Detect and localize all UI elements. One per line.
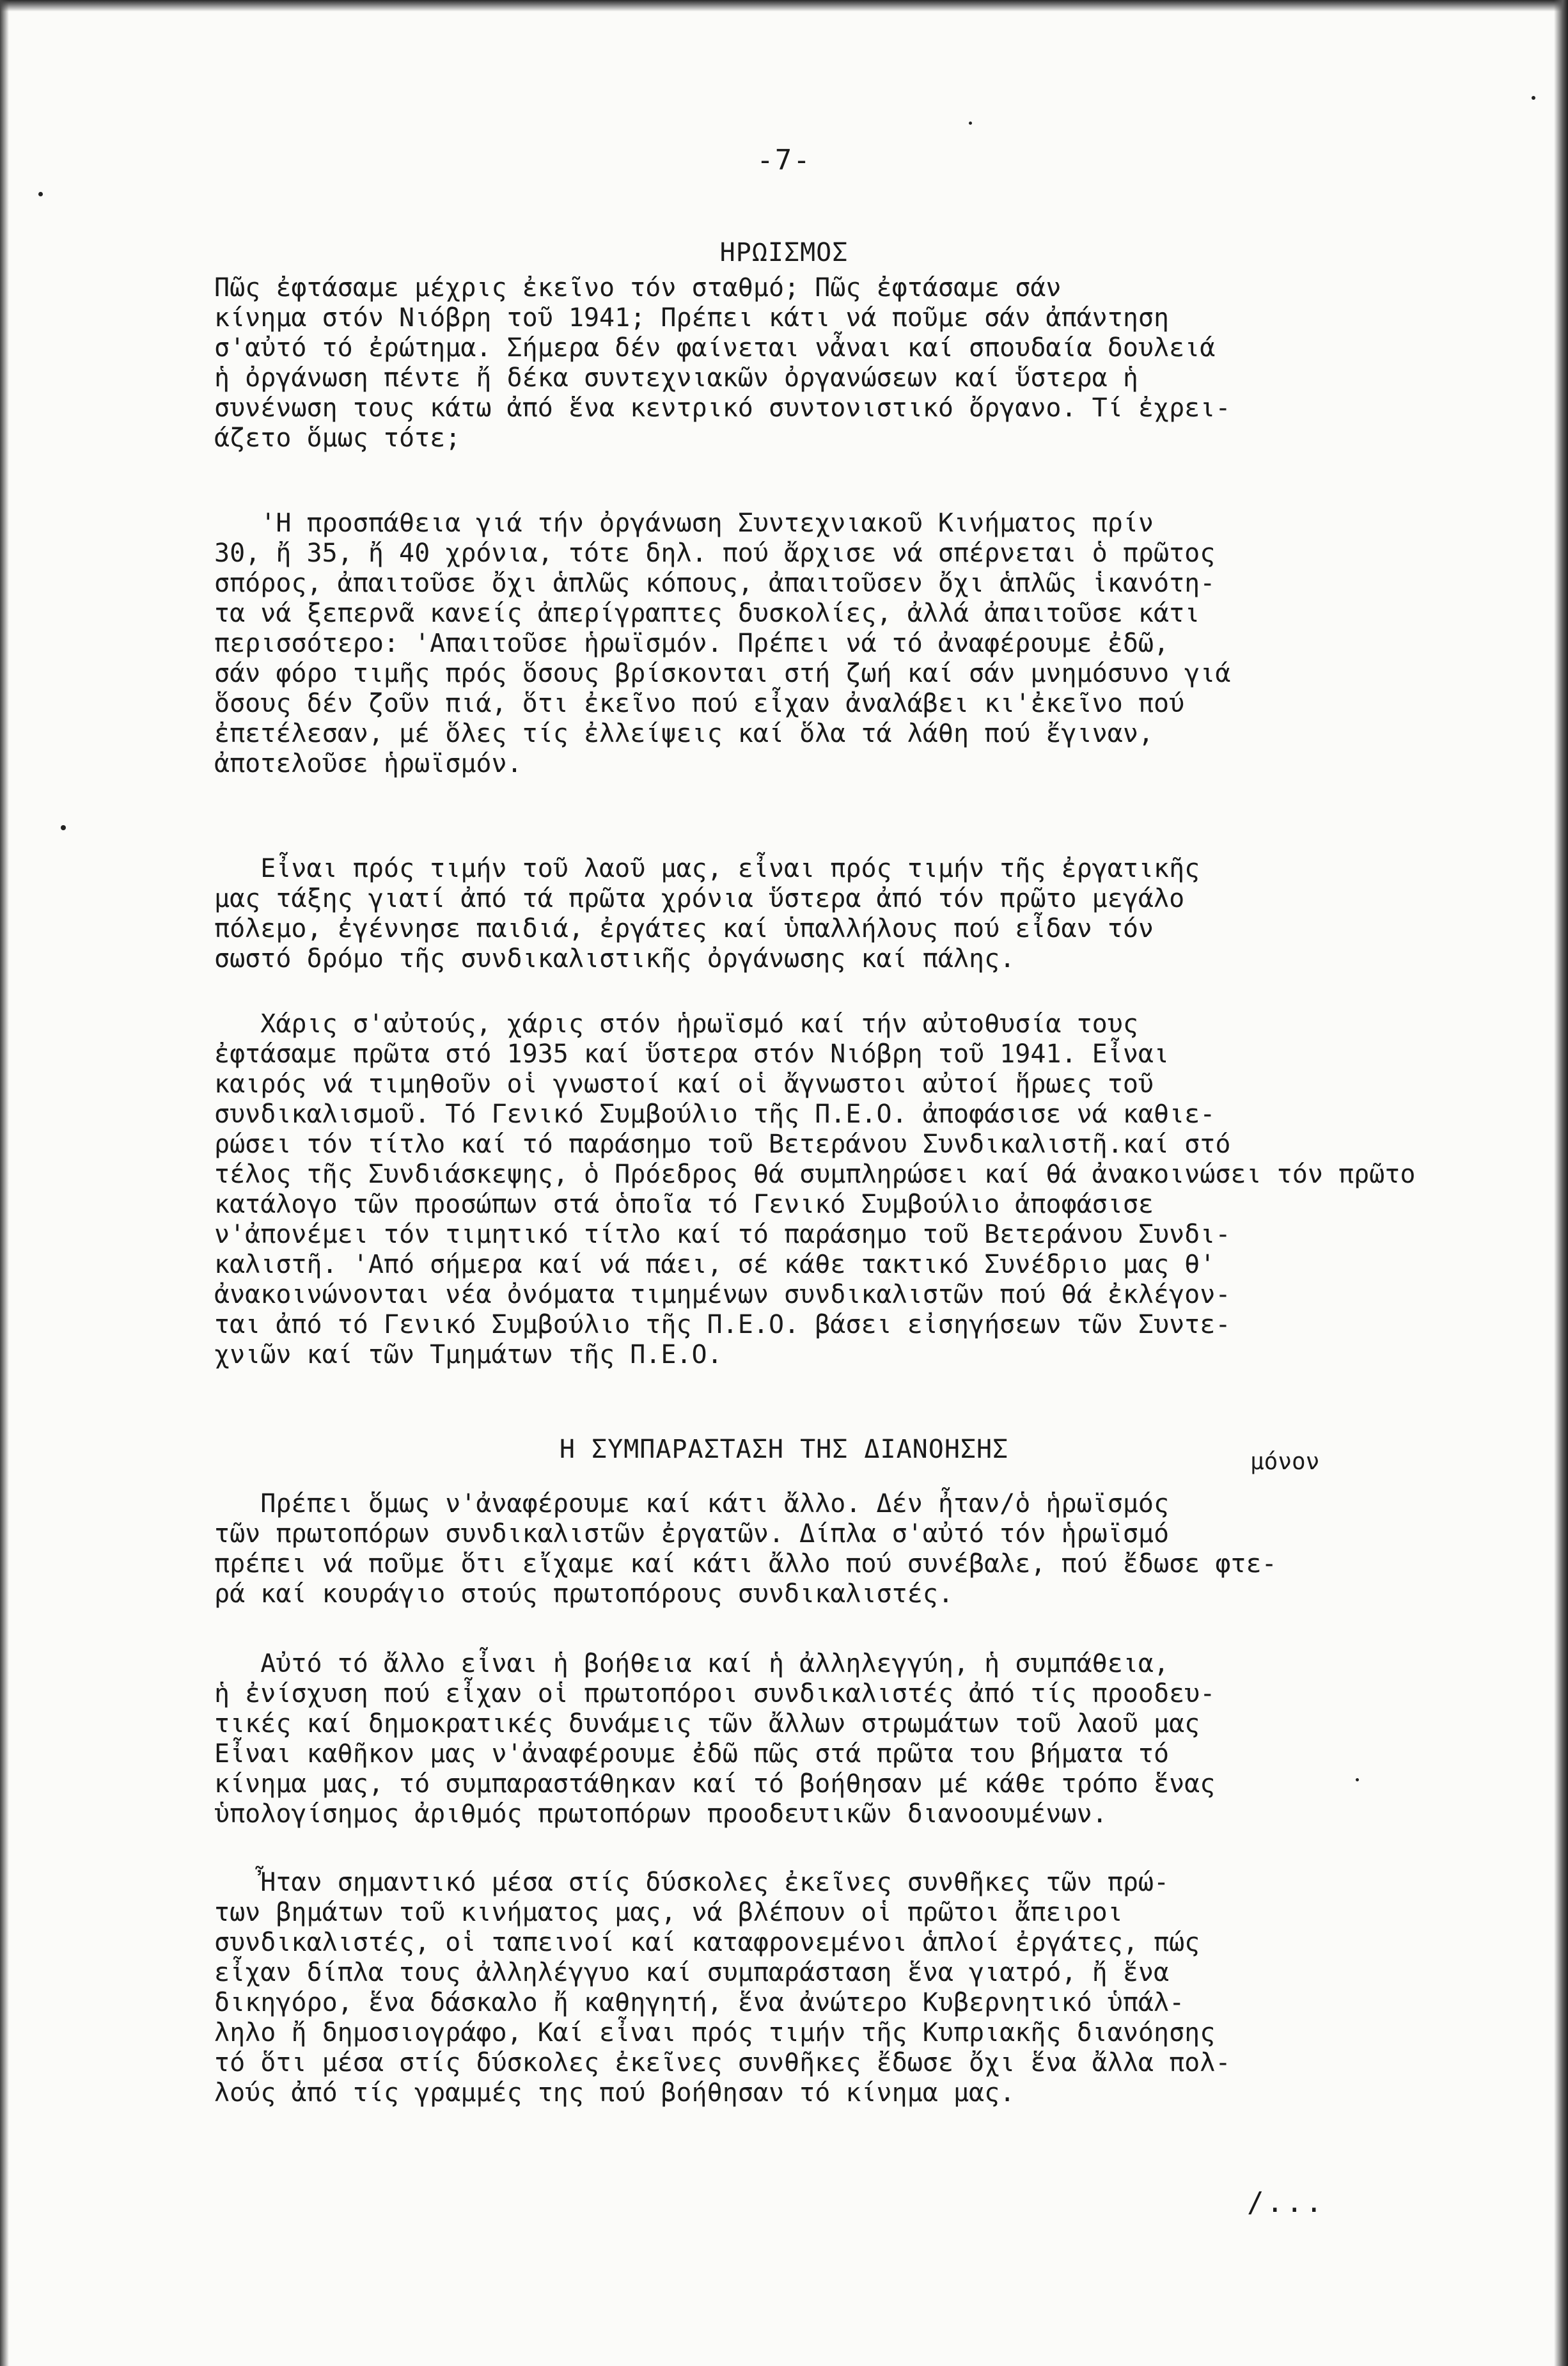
scan-edge-top (0, 0, 1568, 12)
scan-speck (61, 825, 66, 830)
paragraph: Πῶς ἐφτάσαμε μέχρις ἐκεῖνο τόν σταθμό; Πῶς ἐφτάσαμε σάν κίνημα στόν Νιόβρη τοῦ 1941; Πρέπει κάτι νά ποῦμε σάν ἀπάντηση σ'αὐτό τό ἐρώτημα. Σήμερα δέν φαίνεται νἆναι καί σπουδαία δουλειά ἡ ὀργάνωση πέντε ἤ δέκα συντεχνιακῶν ὀργανώσεων καί ὕστερα ἡ συνένωση τους κάτω ἀπό ἕνα κεντρικό συντονιστικό ὄργανο. Τί ἐχρει- άζετο ὅμως τότε; (214, 273, 1231, 453)
scan-edge-right (1554, 0, 1568, 2366)
paragraph: Εἶναι πρός τιμήν τοῦ λαοῦ μας, εἶναι πρός τιμήν τῆς ἐργατικῆς μας τάξης γιατί ἀπό τά πρῶτα χρόνια ὕστερα ἀπό τόν πρῶτο μεγάλο πόλεμο, ἐγέννησε παιδιά, ἐργάτες καί ὑπαλλήλους πού εἶδαν τόν σωστό δρόμο τῆς συνδικαλιστικῆς ὀργάνωσης καί πάλης. (214, 854, 1200, 974)
page-number: -7- (757, 144, 811, 177)
paragraph: Αὐτό τό ἄλλο εἶναι ἡ βοήθεια καί ἡ ἀλληλεγγύη, ἡ συμπάθεια, ἡ ἐνίσχυση πού εἶχαν οἱ πρωτοπόροι συνδικαλιστές ἀπό τίς προοδευ- τικές καί δημοκρατικές δυνάμεις τῶν ἄλλων στρωμάτων τοῦ λαοῦ μας Εἶναι καθῆκον μας ν'ἀναφέρουμε ἐδῶ πῶς στά πρῶτα του βήματα τό κίνημα μας, τό συμπαραστάθηκαν καί τό βοήθησαν μέ κάθε τρόπο ἕνας ὑπολογίσημος ἀριθμός πρωτοπόρων προοδευτικῶν διανοουμένων. (214, 1649, 1216, 1829)
section-heading: ΗΡΩΙΣΜΟΣ (719, 238, 849, 267)
scan-speck (1532, 96, 1535, 100)
section-heading: Η ΣΥΜΠΑΡΑΣΤΑΣΗ ΤΗΣ ΔΙΑΝΟΗΣΗΣ (559, 1435, 1009, 1464)
interlinear-insertion: μόνον (1250, 1449, 1320, 1475)
scan-edge-left (0, 0, 9, 2366)
continuation-mark: /... (1247, 2186, 1325, 2219)
scan-speck (969, 122, 972, 125)
paragraph: Ἦταν σημαντικό μέσα στίς δύσκολες ἐκεῖνες συνθῆκες τῶν πρώ- των βημάτων τοῦ κινήματος μας, νά βλέπουν οἱ πρῶτοι ἄπειροι συνδικαλιστές, οἱ ταπεινοί καί καταφρονεμένοι ἁπλοί ἐργάτες, πώς εἶχαν δίπλα τους ἀλληλέγγυο καί συμπαράσταση ἕνα γιατρό, ἤ ἕνα δικηγόρο, ἕνα δάσκαλο ἤ καθηγητή, ἕνα ἀνώτερο Κυβερνητικό ὑπάλ- ληλο ἤ δημοσιογράφο, Καί εἶναι πρός τιμήν τῆς Κυπριακῆς διανόησης τό ὅτι μέσα στίς δύσκολες ἐκεῖνες συνθῆκες ἔδωσε ὄχι ἕνα ἄλλα πολ- λούς ἀπό τίς γραμμές της πού βοήθησαν τό κίνημα μας. (214, 1868, 1231, 2108)
paragraph: 'Η προσπάθεια γιά τήν ὀργάνωση Συντεχνιακοῦ Κινήματος πρίν 30, ἤ 35, ἤ 40 χρόνια, τότε δηλ. πού ἄρχισε νά σπέρνεται ὁ πρῶτος σπόρος, ἀπαιτοῦσε ὄχι ἁπλῶς κόπους, ἀπαιτοῦσεν ὄχι ἁπλῶς ἱκανότη- τα νά ξεπερνᾶ κανείς ἀπερίγραπτες δυσκολίες, ἀλλά ἀπαιτοῦσε κάτι περισσότερο: 'Απαιτοῦσε ἡρωϊσμόν. Πρέπει νά τό ἀναφέρουμε ἐδῶ, σάν φόρο τιμῆς πρός ὅσους βρίσκονται στή ζωή καί σάν μνημόσυνο γιά ὅσους δέν ζοῦν πιά, ὅτι ἐκεῖνο πού εἶχαν ἀναλάβει κι'ἐκεῖνο πού ἐπετέλεσαν, μέ ὅλες τίς ἐλλείψεις καί ὅλα τά λάθη πού ἔγιναν, ἀποτελοῦσε ἡρωϊσμόν. (214, 509, 1231, 778)
scan-speck (38, 192, 43, 196)
paragraph: Πρέπει ὅμως ν'ἀναφέρουμε καί κάτι ἄλλο. Δέν ἦταν/ὁ ἡρωϊσμός τῶν πρωτοπόρων συνδικαλιστῶν ἐργατῶν. Δίπλα σ'αὐτό τόν ἡρωϊσμό πρέπει νά ποῦμε ὅτι εἴχαμε καί κάτι ἄλλο πού συνέβαλε, πού ἔδωσε φτε- ρά καί κουράγιο στούς πρωτοπόρους συνδικαλιστές. (214, 1489, 1277, 1609)
paragraph: Χάρις σ'αὐτούς, χάρις στόν ἡρωϊσμό καί τήν αὐτοθυσία τους ἐφτάσαμε πρῶτα στό 1935 καί ὕστερα στόν Νιόβρη τοῦ 1941. Εἶναι καιρός νά τιμηθοῦν οἱ γνωστοί καί οἱ ἄγνωστοι αὐτοί ἥρωες τοῦ συνδικαλισμοῦ. Τό Γενικό Συμβούλιο τῆς Π.Ε.Ο. ἀποφάσισε νά καθιε- ρώσει τόν τίτλο καί τό παράσημο τοῦ Βετεράνου Συνδικαλιστῆ.καί στό τέλος τῆς Συνδιάσκεψης, ὁ Πρόεδρος θά συμπληρώσει καί θά ἀνακοινώσει τόν πρῶτο κατάλογο τῶν προσώπων στά ὁποῖα τό Γενικό Συμβούλιο ἀποφάσισε ν'ἀπονέμει τόν τιμητικό τίτλο καί τό παράσημο τοῦ Βετεράνου Συνδι- καλιστῆ. 'Από σήμερα καί νά πάει, σέ κάθε τακτικό Συνέδριο μας θ' ἀνακοινώνονται νέα ὀνόματα τιμημένων συνδικαλιστῶν πού θά ἐκλέγον- ται ἀπό τό Γενικό Συμβούλιο τῆς Π.Ε.Ο. βάσει εἰσηγήσεων τῶν Συντε- χνιῶν καί τῶν Τμημάτων τῆς Π.Ε.Ο. (214, 1009, 1416, 1369)
